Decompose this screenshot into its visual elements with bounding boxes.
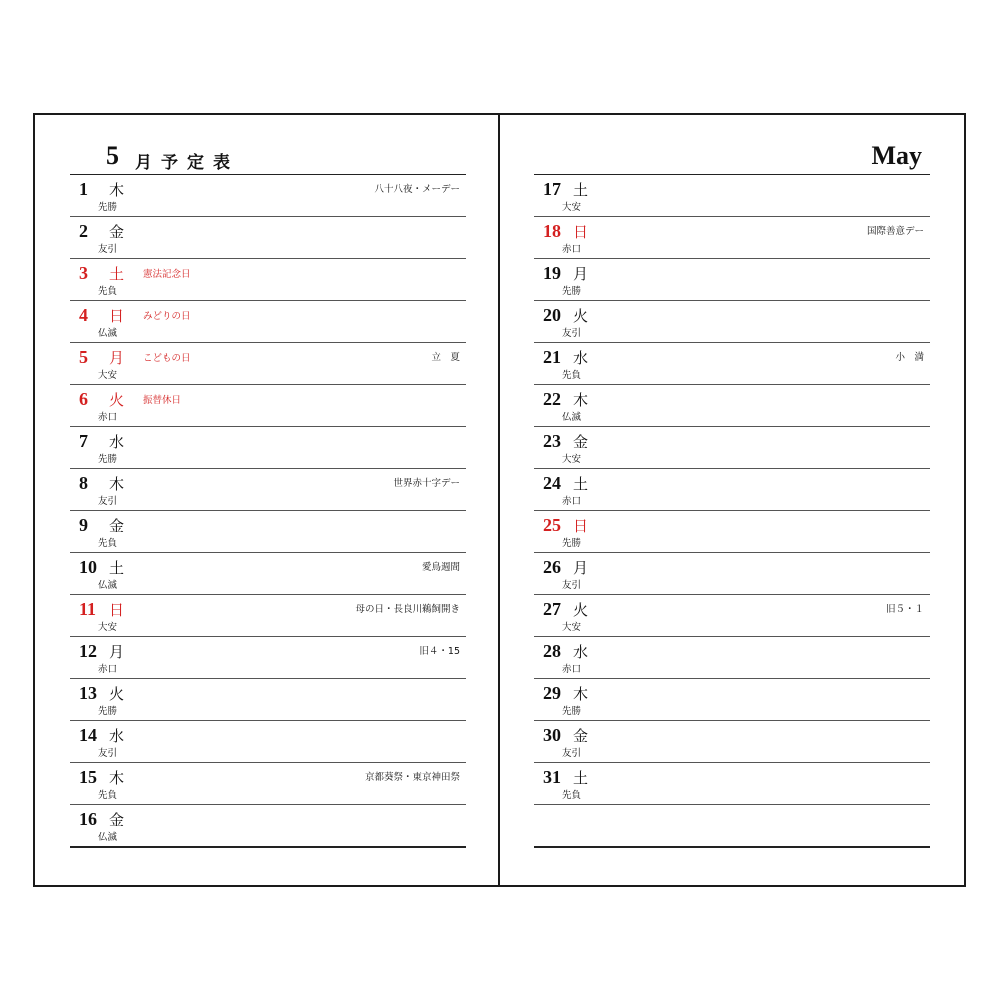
- rokuyo-label: 友引: [562, 748, 582, 759]
- weekday-label: 土: [573, 769, 589, 787]
- left-page-header: [70, 113, 466, 175]
- event-text: 立 夏: [431, 352, 460, 363]
- day-row[interactable]: [534, 511, 930, 553]
- day-row[interactable]: [70, 511, 466, 553]
- rokuyo-label: 先勝: [98, 706, 118, 717]
- rokuyo-label: 友引: [98, 496, 118, 507]
- day-row[interactable]: [534, 553, 930, 595]
- rokuyo-label: 仏滅: [562, 412, 582, 423]
- weekday-label: 月: [109, 643, 125, 661]
- rokuyo-label: 赤口: [562, 664, 582, 675]
- rokuyo-label: 友引: [98, 748, 118, 759]
- day-number: 27: [543, 599, 561, 619]
- day-row[interactable]: [534, 595, 930, 637]
- rokuyo-label: 先勝: [562, 286, 582, 297]
- day-row[interactable]: [70, 721, 466, 763]
- rokuyo-label: 先勝: [562, 706, 582, 717]
- day-row[interactable]: [534, 343, 930, 385]
- day-row[interactable]: [534, 637, 930, 679]
- day-row[interactable]: [70, 217, 466, 259]
- page-spine: [498, 113, 500, 887]
- weekday-label: 火: [573, 601, 589, 619]
- day-number: 18: [543, 221, 561, 241]
- day-number: 11: [79, 599, 97, 619]
- day-row[interactable]: [70, 259, 466, 301]
- weekday-label: 火: [109, 391, 125, 409]
- day-number: 2: [79, 221, 88, 241]
- day-number: 10: [79, 557, 97, 577]
- event-text: 国際善意デー: [866, 226, 924, 237]
- weekday-label: 木: [573, 391, 589, 409]
- day-number: 12: [79, 641, 97, 661]
- day-number: 13: [79, 683, 97, 703]
- rokuyo-label: 赤口: [98, 412, 118, 423]
- event-text: 京都葵祭・東京神田祭: [364, 772, 460, 783]
- day-number: 22: [543, 389, 561, 409]
- right-page-header: [534, 113, 930, 175]
- day-number: 1: [79, 179, 88, 199]
- holiday-name: みどりの日: [143, 311, 191, 322]
- rokuyo-label: 先負: [562, 790, 582, 801]
- day-row[interactable]: [70, 175, 466, 217]
- day-row[interactable]: [534, 385, 930, 427]
- weekday-label: 土: [109, 265, 125, 283]
- weekday-label: 火: [573, 307, 589, 325]
- day-row[interactable]: [534, 259, 930, 301]
- day-row[interactable]: [534, 469, 930, 511]
- day-row[interactable]: [70, 469, 466, 511]
- rokuyo-label: 先負: [562, 370, 582, 381]
- day-number: 15: [79, 767, 97, 787]
- weekday-label: 月: [573, 265, 589, 283]
- day-number: 14: [79, 725, 97, 745]
- weekday-label: 金: [109, 223, 125, 241]
- event-text: 旧４・15: [419, 646, 460, 657]
- day-row[interactable]: [70, 637, 466, 679]
- rokuyo-label: 友引: [98, 244, 118, 255]
- day-number: 6: [79, 389, 88, 409]
- event-text: 世界赤十字デー: [393, 478, 460, 489]
- event-text: 旧５・１: [885, 604, 924, 615]
- month-title: 月予定表: [135, 153, 239, 173]
- rokuyo-label: 先勝: [98, 454, 118, 465]
- day-row[interactable]: [534, 301, 930, 343]
- day-number: 24: [543, 473, 561, 493]
- weekday-label: 日: [109, 601, 125, 619]
- day-number: 3: [79, 263, 88, 283]
- day-number: 19: [543, 263, 561, 283]
- right-page: [534, 113, 930, 848]
- day-number: 25: [543, 515, 561, 535]
- day-row[interactable]: [534, 217, 930, 259]
- weekday-label: 金: [109, 517, 125, 535]
- weekday-label: 金: [109, 811, 125, 829]
- holiday-name: 振替休日: [143, 395, 182, 406]
- day-number: 30: [543, 725, 561, 745]
- day-row[interactable]: [70, 427, 466, 469]
- holiday-name: こどもの日: [143, 353, 191, 364]
- day-number: 4: [79, 305, 88, 325]
- day-row[interactable]: [534, 679, 930, 721]
- day-number: 26: [543, 557, 561, 577]
- rokuyo-label: 先勝: [98, 202, 118, 213]
- weekday-label: 金: [573, 727, 589, 745]
- holiday-name: 憲法記念日: [143, 269, 191, 280]
- day-row[interactable]: [70, 595, 466, 637]
- rokuyo-label: 仏滅: [98, 580, 118, 591]
- day-number: 9: [79, 515, 88, 535]
- weekday-label: 木: [109, 769, 125, 787]
- day-number: 31: [543, 767, 561, 787]
- weekday-label: 水: [109, 433, 125, 451]
- day-row[interactable]: [534, 175, 930, 217]
- rokuyo-label: 仏滅: [98, 832, 118, 843]
- day-number: 29: [543, 683, 561, 703]
- rokuyo-label: 大安: [98, 370, 118, 381]
- day-row[interactable]: [534, 805, 930, 848]
- weekday-label: 木: [109, 181, 125, 199]
- event-text: 八十八夜・メーデー: [374, 184, 460, 195]
- day-number: 7: [79, 431, 88, 451]
- day-row[interactable]: [70, 385, 466, 427]
- day-row[interactable]: [534, 427, 930, 469]
- rokuyo-label: 先負: [98, 790, 118, 801]
- rokuyo-label: 先負: [98, 286, 118, 297]
- day-row[interactable]: [70, 763, 466, 805]
- weekday-label: 日: [109, 307, 125, 325]
- right-day-list: [534, 175, 930, 848]
- weekday-label: 日: [573, 517, 589, 535]
- month-number: 5: [106, 141, 119, 170]
- rokuyo-label: 大安: [562, 622, 582, 633]
- weekday-label: 金: [573, 433, 589, 451]
- weekday-label: 木: [573, 685, 589, 703]
- weekday-label: 水: [573, 349, 589, 367]
- day-row[interactable]: [70, 679, 466, 721]
- day-number: 20: [543, 305, 561, 325]
- weekday-label: 木: [109, 475, 125, 493]
- weekday-label: 水: [109, 727, 125, 745]
- day-number: 21: [543, 347, 561, 367]
- day-row[interactable]: [70, 553, 466, 595]
- month-english: May: [871, 141, 922, 170]
- weekday-label: 土: [109, 559, 125, 577]
- rokuyo-label: 友引: [562, 580, 582, 591]
- rokuyo-label: 先勝: [562, 538, 582, 549]
- weekday-label: 月: [573, 559, 589, 577]
- rokuyo-label: 仏滅: [98, 328, 118, 339]
- rokuyo-label: 大安: [562, 202, 582, 213]
- weekday-label: 日: [573, 223, 589, 241]
- rokuyo-label: 赤口: [562, 496, 582, 507]
- day-row[interactable]: [534, 763, 930, 805]
- rokuyo-label: 赤口: [562, 244, 582, 255]
- day-row[interactable]: [70, 343, 466, 385]
- rokuyo-label: 大安: [562, 454, 582, 465]
- day-number: 17: [543, 179, 561, 199]
- weekday-label: 土: [573, 181, 589, 199]
- weekday-label: 火: [109, 685, 125, 703]
- rokuyo-label: 赤口: [98, 664, 118, 675]
- rokuyo-label: 大安: [98, 622, 118, 633]
- day-number: 8: [79, 473, 88, 493]
- rokuyo-label: 先負: [98, 538, 118, 549]
- event-text: 母の日・長良川鵜飼開き: [355, 604, 460, 615]
- weekday-label: 月: [109, 349, 125, 367]
- event-text: 小 満: [895, 352, 924, 363]
- day-row[interactable]: [534, 721, 930, 763]
- day-row[interactable]: [70, 301, 466, 343]
- weekday-label: 土: [573, 475, 589, 493]
- day-number: 28: [543, 641, 561, 661]
- left-day-list: [70, 175, 466, 848]
- left-page: [70, 113, 466, 848]
- weekday-label: 水: [573, 643, 589, 661]
- day-number: 16: [79, 809, 97, 829]
- day-number: 23: [543, 431, 561, 451]
- rokuyo-label: 友引: [562, 328, 582, 339]
- day-number: 5: [79, 347, 88, 367]
- event-text: 愛鳥週間: [421, 562, 460, 573]
- day-row[interactable]: [70, 805, 466, 848]
